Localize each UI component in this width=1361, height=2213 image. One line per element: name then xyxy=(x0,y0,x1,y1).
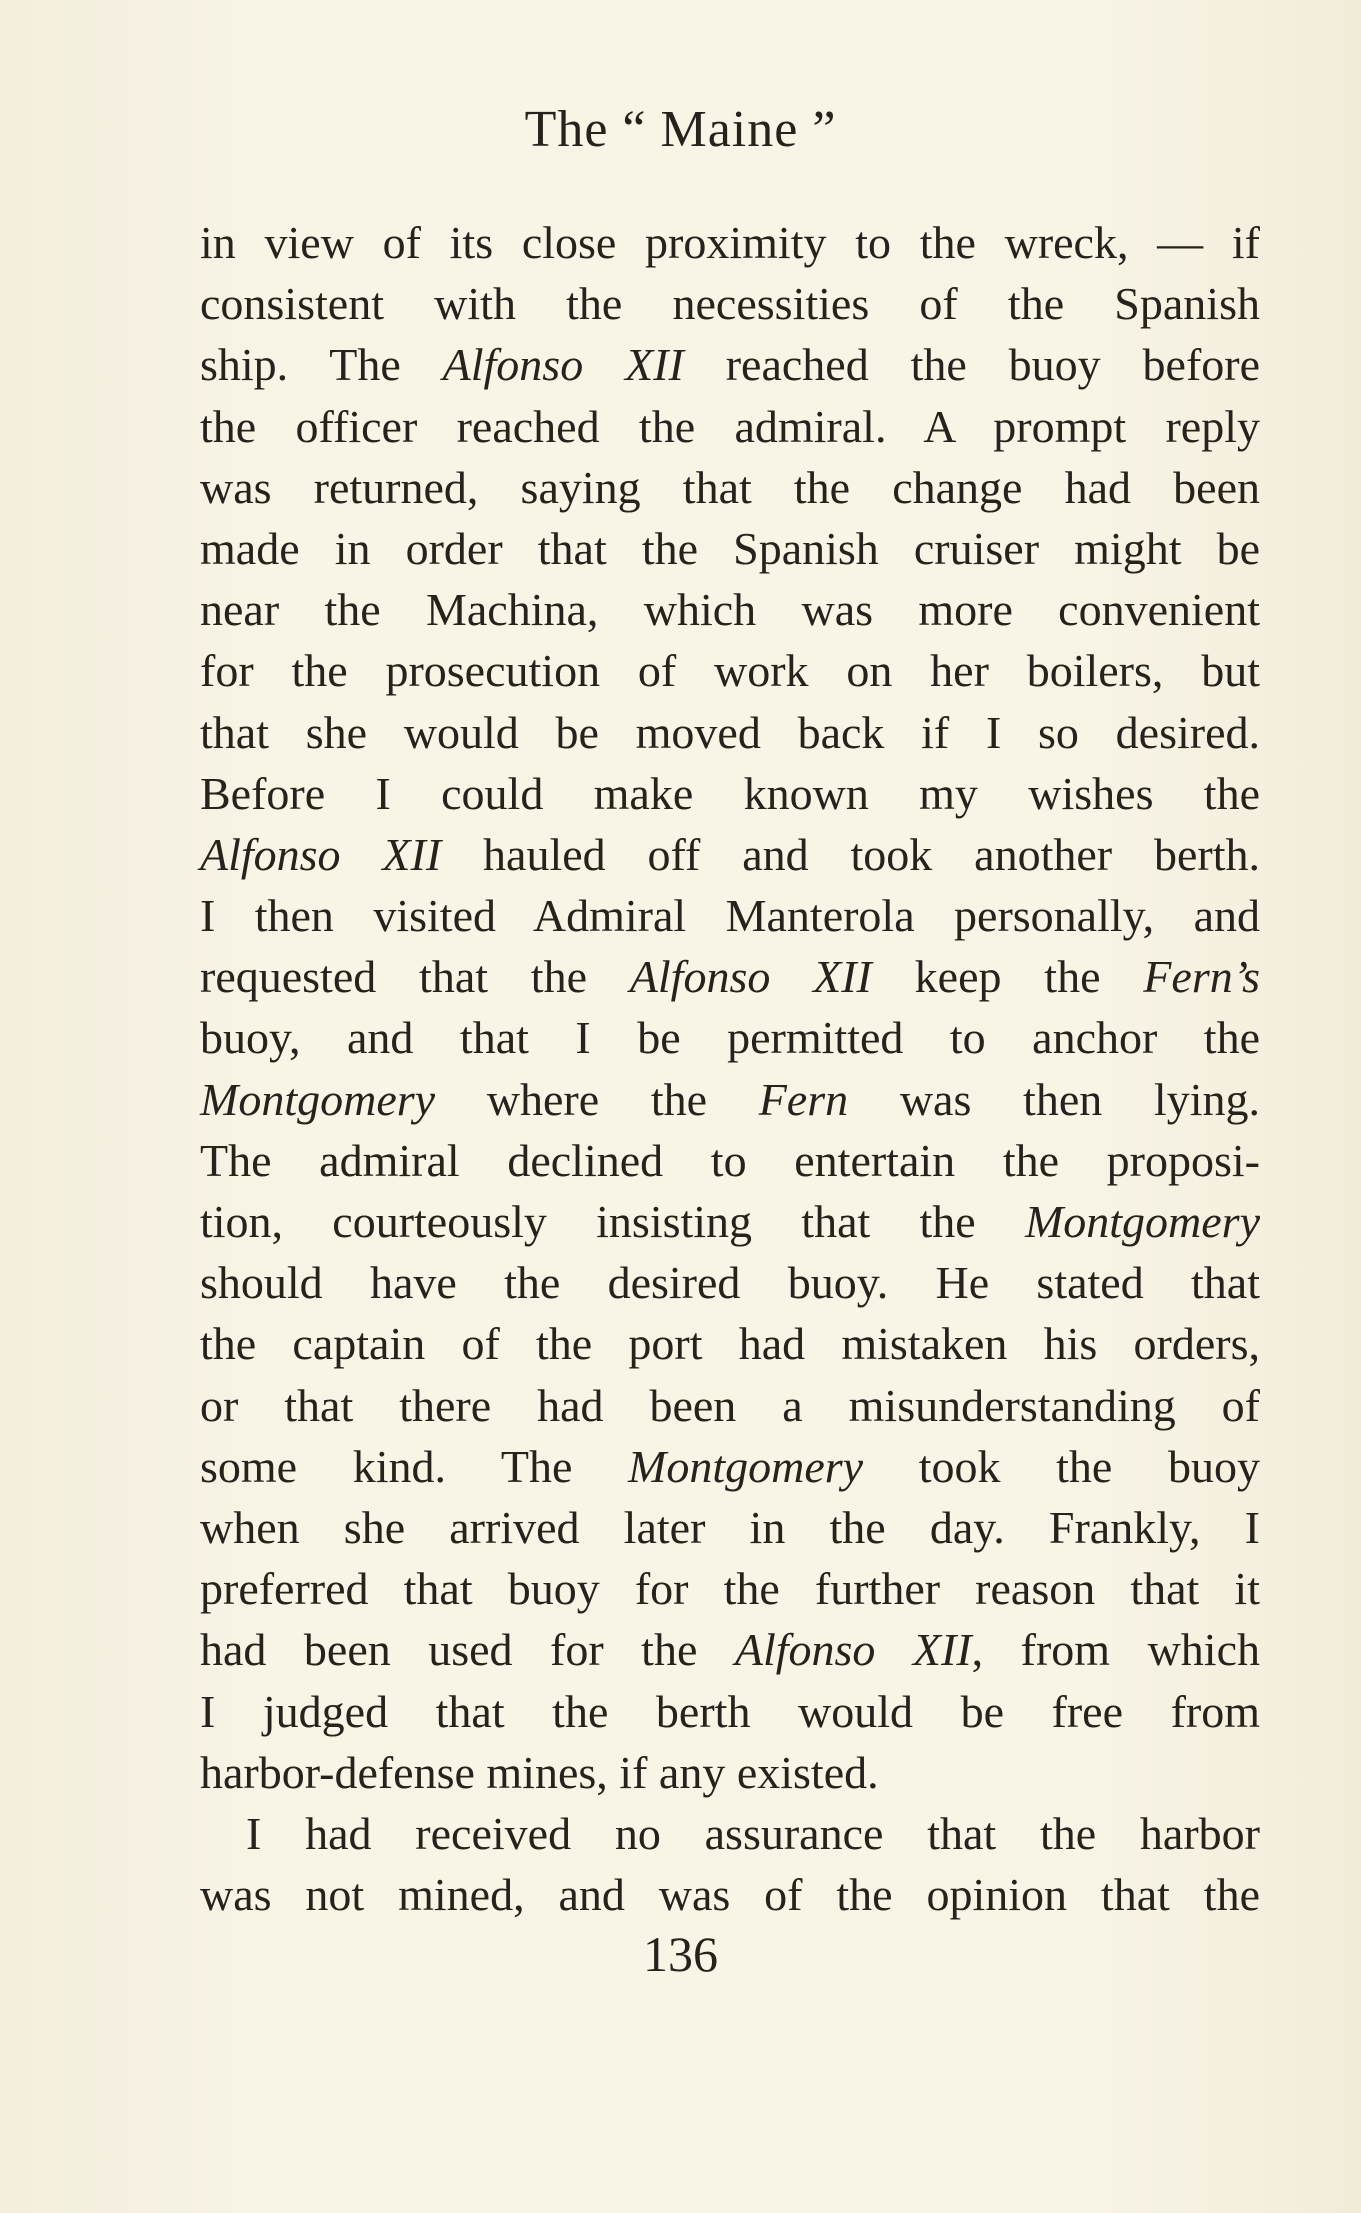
text-line: I then visited Admiral Manterola personally, and xyxy=(200,890,1260,942)
text-line: had been used for the Alfonso XII, from which xyxy=(200,1624,1260,1676)
text-line: some kind. The Montgomery took the buoy xyxy=(200,1440,1260,1492)
ship-name: Fern’s xyxy=(1143,951,1261,1003)
running-head: The “ Maine ” xyxy=(524,101,837,158)
text-line: consistent with the necessities of the Spanish xyxy=(200,278,1260,330)
text-line: tion, courteously insisting that the Montgomery xyxy=(200,1196,1260,1247)
text-line: requested that the Alfonso XII keep the Fern’s xyxy=(200,951,1261,1003)
text-line: preferred that buoy for the further reason that it xyxy=(200,1563,1260,1615)
text-line: was not mined, and was of the opinion that the xyxy=(200,1869,1260,1921)
body-text xyxy=(200,212,1260,1925)
text-line: when she arrived later in the day. Frankly, I xyxy=(200,1501,1260,1553)
text-line: should have the desired buoy. He stated that xyxy=(200,1257,1260,1309)
page-number: 136 xyxy=(643,1926,718,1982)
text-line: that she would be moved back if I so desired. xyxy=(200,706,1260,758)
text-line: Montgomery where the Fern was then lying. xyxy=(200,1073,1260,1125)
ship-name: Alfonso XII xyxy=(734,1624,972,1676)
ship-name: Montgomery xyxy=(200,1073,436,1125)
text-line: was returned, saying that the change had been xyxy=(200,461,1260,513)
text-line: for the prosecution of work on her boilers, but xyxy=(200,645,1260,697)
text-line: the captain of the port had mistaken his orders, xyxy=(200,1318,1260,1370)
ship-name: Fern xyxy=(758,1073,849,1125)
text-line: or that there had been a misunderstanding of xyxy=(200,1379,1260,1431)
ship-name: Alfonso XII xyxy=(442,339,684,391)
ship-name: Alfonso XII xyxy=(629,951,872,1003)
text-line: buoy, and that I be permitted to anchor the xyxy=(200,1012,1260,1064)
text-line: I had received no assurance that the harbor xyxy=(246,1807,1260,1859)
text-line: ship. The Alfonso XII reached the buoy before xyxy=(200,339,1261,391)
text-line: Before I could make known my wishes the xyxy=(200,767,1260,819)
text-line: the officer reached the admiral. A prompt reply xyxy=(200,400,1260,452)
text-line: in view of its close proximity to the wreck, — if xyxy=(200,217,1260,268)
ship-name: Alfonso XII xyxy=(200,828,442,880)
text-line: I judged that the berth would be free from xyxy=(200,1685,1260,1737)
text-line: made in order that the Spanish cruiser might be xyxy=(200,522,1260,574)
text-line: near the Machina, which was more convenient xyxy=(200,584,1260,636)
text-line: The admiral declined to entertain the proposi- xyxy=(200,1134,1260,1186)
text-line: Alfonso XII hauled off and took another berth. xyxy=(200,828,1260,880)
ship-name: Montgomery xyxy=(1024,1196,1260,1247)
ship-name: Montgomery xyxy=(628,1440,864,1492)
text-line: harbor-defense mines, if any existed. xyxy=(200,1746,879,1798)
